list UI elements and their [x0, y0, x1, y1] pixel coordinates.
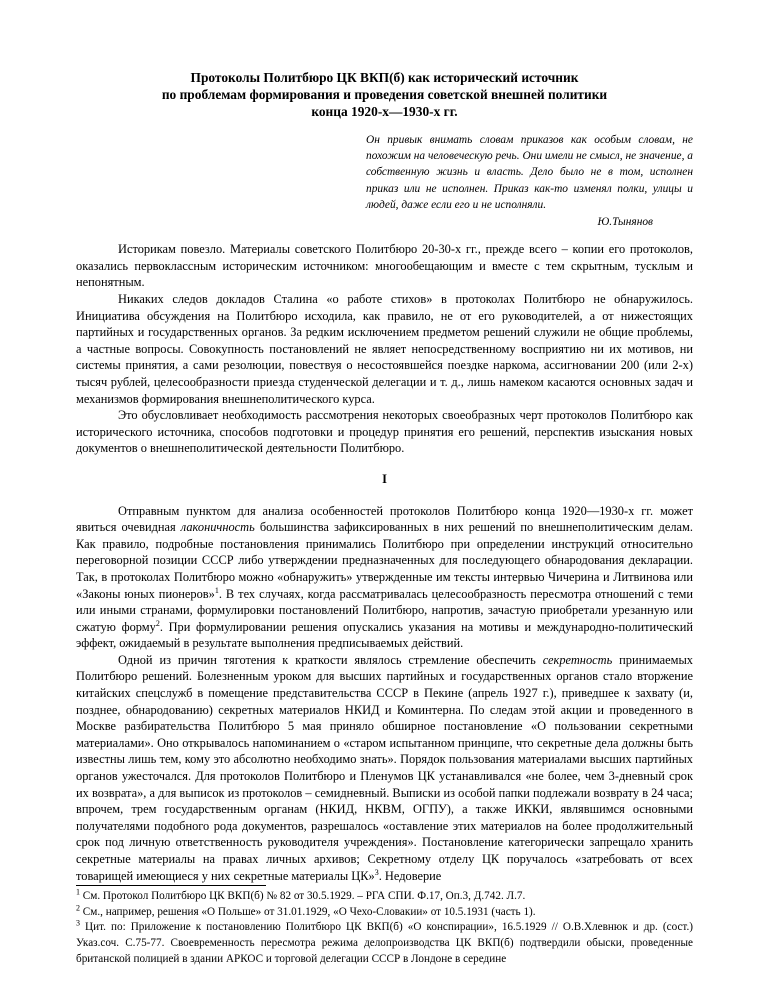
- epigraph: [366, 132, 693, 230]
- title-line-2: по проблемам формирования и проведения советской внешней политики: [161, 87, 608, 102]
- text-run: . Недоверие: [378, 868, 442, 883]
- emphasis-laconicity: лаконичность: [180, 520, 255, 535]
- article-title: [76, 69, 693, 120]
- footnote-text: См. Протокол Политбюро ЦК ВКП(б) № 82 от 30.5.1929. – РГА СПИ. Ф.17, Оп.3, Д.742. Л.7.: [80, 890, 526, 903]
- text-run: принимаемых Политбюро решений. Болезненным уроком для высших партийных и государственных органов стало вторжение китайских спецслужб в помещение представительства СССР в Пекине (апрель 1927 г.), приведшее к захвату (и, позднее, обнародованию) секретных материалов НКИД и Коминтерна. По следам этой акции и проведенного в Москве разбирательства Политбюро 5 мая приняло обширное постановление «О пользовании секретными материалами». Оно открывалось напоминанием о «старом испытанном принципе, что секретные дела должны быть известны лишь тем, кому это абсолютно необходимо знать». Порядок пользования материалами высших партийных органов ужесточался. Для протоколов Политбюро и Пленумов ЦК устанавливался «не более, чем 3-дневный срок их возврата», а для выписок из протоколов – семидневный. Выписки из особой папки подлежали возврату в 24 часа; впрочем, трем государственным органам (НКИД, НКВМ, ОГПУ), а также ИККИ, являвшимся основными получателями подобного рода документов, разрешалось «оставление этих материалов на более продолжительный срок под личную ответственность руководителя учреждения». Постановление категорически запрещало хранить секретные материалы на правах личных архивов; Секретному отделу ЦК поручалось «затребовать от всех товарищей имеющиеся у них секретные материалы ЦК»: [76, 652, 693, 883]
- section-heading: I: [382, 471, 387, 486]
- footnote-divider: [76, 885, 266, 886]
- epigraph-text: Он привык внимать словам приказов как особым словам, не похожим на человеческую речь. Они имели не смысл, не значение, а собственную жизнь и власть. Дело было не в том, исполнен приказ или не исполнен. Приказ как-то изменял полки, улицы и людей, даже если его и не исполняли.: [366, 134, 693, 211]
- emphasis-secrecy: секретность: [542, 652, 613, 667]
- article-body: [76, 241, 693, 884]
- footnote-number: 2: [76, 903, 80, 913]
- footnotes: [76, 889, 693, 967]
- footnote-ref-3[interactable]: 3: [374, 867, 379, 877]
- text-run: Отправным пунктом для анализа особенностей протоколов Политбюро конца 1920—1930-х гг. может явиться очевидная: [76, 503, 693, 535]
- text-run: . В тех случаях, когда рассматривалась целесообразность пересмотра отношений с теми или иными странами, формулировки постановлений Политбюро, напротив, зачастую приобретали урезанную или сжатую форму: [76, 586, 694, 634]
- intro-paragraph-1: Историкам повезло. Материалы советского Политбюро 20-30-х гг., прежде всего – копии его протоколов, оказались первоклассным историческим источником: многообещающим и вместе с тем скрытным, тусклым и непонятным.: [76, 242, 693, 290]
- footnote-text: См., например, решения «О Польше» от 31.01.1929, «О Чехо-Словакии» от 10.5.1931 (часть 1).: [80, 905, 536, 918]
- footnote-ref-2[interactable]: 2: [155, 618, 160, 628]
- section-1-paragraph-1: [76, 503, 693, 652]
- text-run: . При формулировании решения опускались указания на мотивы и международно-политический эффект, ожидаемый в результате выполнения предписываемых действий.: [76, 619, 693, 651]
- epigraph-author: Ю.Тынянов: [597, 216, 653, 229]
- footnote-number: 1: [76, 887, 80, 897]
- footnote-2: [76, 905, 693, 921]
- document-page: [76, 0, 693, 967]
- footnote-3: [76, 920, 693, 967]
- text-run: Одной из причин тяготения к краткости являлось стремление обеспечить: [118, 652, 543, 667]
- footnote-text: Цит. по: Приложение к постановлению Политбюро ЦК ВКП(б) «О конспирации», 16.5.1929 // О.В.Хлевнюк и др. (сост.) Указ.соч. С.75-77. Своевременность пересмотра режима делопроизводства ЦК ВКП(б) подтвердили обыски, проведенные британской полицией в здании АРКОС и торговой делегации СССР в Лондоне в середине: [76, 921, 693, 965]
- title-line-3: конца 1920-х—1930-х гг.: [311, 104, 458, 119]
- footnote-ref-1[interactable]: 1: [214, 585, 219, 595]
- title-line-1: Протоколы Политбюро ЦК ВКП(б) как исторический источник: [190, 70, 579, 85]
- text-run: большинства зафиксированных в них решений по внешнеполитическим делам. Как правило, подробные постановления принимались Политбюро при определении инструкций относительно переговорной позиции СССР либо утверждении предназначенных для последующего обнародования декларации. Так, в протоколах Политбюро можно «обнаружить» утвержденные им тексты интервью Чичерина и Литвинова или «Законы юных пионеров»: [76, 520, 693, 601]
- section-1-paragraph-2: [76, 652, 693, 884]
- footnote-number: 3: [76, 918, 80, 928]
- intro-paragraph-2: Никаких следов докладов Сталина «о работе стихов» в протоколах Политбюро не обнаружилось. Инициатива обсуждения на Политбюро исходила, как правило, не от его руководителей, а от нижестоящих партийных и государственных органов. За редким исключением предметом решений служили не общие проблемы, а частные вопросы. Совокупность постановлений не являет непосредственному восприятию ни их мотивов, ни системы принятия, а сами резолюции, повествуя о несостоявшейся поездке наркома, ассигновании 200 (или 2-х) тысяч рублей, целесообразности приезда студенческой делегации и т. д., лишь намеком касаются основных задач и механизмов формирования внешнеполитического курса.: [76, 292, 693, 406]
- footnote-1: [76, 889, 693, 905]
- intro-paragraph-3: Это обусловливает необходимость рассмотрения некоторых своеобразных черт протоколов Политбюро как исторического источника, способов подготовки и процедур принятия его решений, перспектив изыскания новых документов о внешнеполитической деятельности Политбюро.: [76, 408, 693, 456]
